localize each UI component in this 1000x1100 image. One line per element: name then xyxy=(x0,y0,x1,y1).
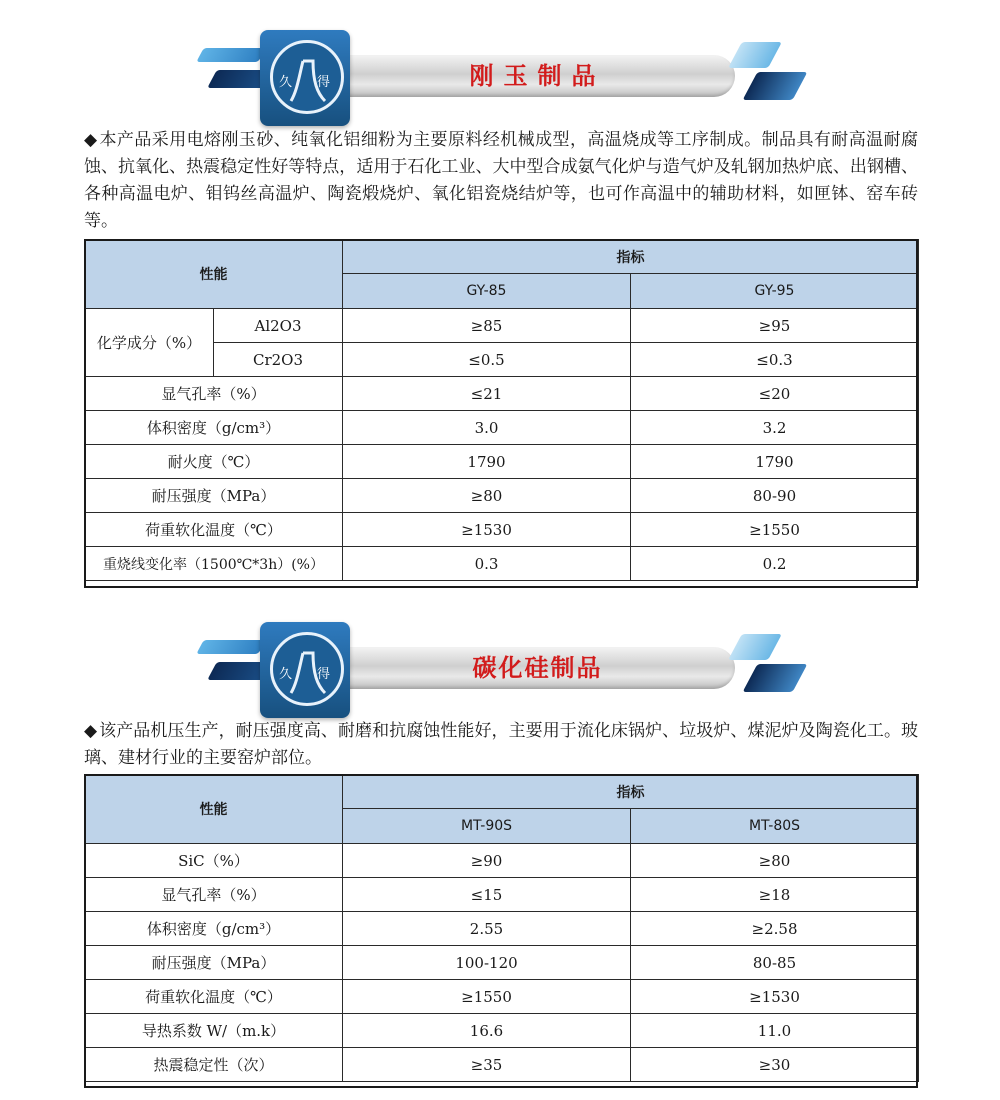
header-index: 指标 xyxy=(343,240,919,274)
cell-value: ≤20 xyxy=(631,377,919,411)
table-header-row xyxy=(85,240,919,274)
row-label-chemistry: 化学成分（%） xyxy=(85,309,214,377)
banner-decoration xyxy=(728,634,782,660)
header-property: 性能 xyxy=(85,775,343,844)
row-label: 荷重软化温度（℃） xyxy=(85,980,343,1014)
cell-value: 100-120 xyxy=(343,946,631,980)
row-sublabel: Al2O3 xyxy=(214,309,343,343)
cell-value: 16.6 xyxy=(343,1014,631,1048)
table-row xyxy=(85,377,919,411)
cell-value: ≤0.5 xyxy=(343,343,631,377)
cell-value: 0.2 xyxy=(631,547,919,581)
row-label: 耐压强度（MPa） xyxy=(85,946,343,980)
header-index: 指标 xyxy=(343,775,919,809)
cell-value: 3.0 xyxy=(343,411,631,445)
cell-value: ≥90 xyxy=(343,844,631,878)
table-row xyxy=(85,479,919,513)
table-row xyxy=(85,547,919,581)
banner-decoration xyxy=(196,48,265,62)
banner-decoration xyxy=(728,42,782,68)
cell-value: ≥85 xyxy=(343,309,631,343)
header-model: MT-90S xyxy=(343,809,631,844)
banner-decoration xyxy=(196,640,265,654)
header-property: 性能 xyxy=(85,240,343,309)
cell-value: 0.3 xyxy=(343,547,631,581)
spec-table-sic xyxy=(84,774,919,1082)
cell-value: 80-85 xyxy=(631,946,919,980)
header-model: MT-80S xyxy=(631,809,919,844)
table-row xyxy=(85,1048,919,1082)
cell-value: 2.55 xyxy=(343,912,631,946)
row-label: 耐火度（℃） xyxy=(85,445,343,479)
logo-text-left: 久 xyxy=(279,75,293,90)
logo-text-right: 得 xyxy=(317,75,331,90)
banner-title-bar xyxy=(340,55,735,97)
cell-value: 1790 xyxy=(631,445,919,479)
cell-value: 11.0 xyxy=(631,1014,919,1048)
header-model: GY-95 xyxy=(631,274,919,309)
banner-title-bar xyxy=(340,647,735,689)
logo-emblem xyxy=(270,40,344,114)
table-row xyxy=(85,980,919,1014)
company-logo xyxy=(260,30,350,126)
table-row xyxy=(85,411,919,445)
table-row xyxy=(85,513,919,547)
cell-value: ≥30 xyxy=(631,1048,919,1082)
cell-value: ≥18 xyxy=(631,878,919,912)
cell-value: ≥80 xyxy=(343,479,631,513)
cell-value: ≥1550 xyxy=(631,513,919,547)
table-row xyxy=(85,309,919,343)
row-sublabel: Cr2O3 xyxy=(214,343,343,377)
table-row xyxy=(85,946,919,980)
bullet-diamond: ◆ xyxy=(84,721,98,741)
header-model: GY-85 xyxy=(343,274,631,309)
banner-decoration xyxy=(743,72,808,100)
row-label: 显气孔率（%） xyxy=(85,878,343,912)
section-banner-corundum xyxy=(190,30,810,130)
intro-text: 该产品机压生产，耐压强度高、耐磨和抗腐蚀性能好，主要用于流化床锅炉、垃圾炉、煤泥炉及陶瓷化工。玻璃、建材行业的主要窑炉部位。 xyxy=(84,721,918,768)
section-title: 碳化硅制品 xyxy=(472,654,603,682)
table-row xyxy=(85,912,919,946)
bullet-diamond: ◆ xyxy=(84,130,98,150)
cell-value: ≥1550 xyxy=(343,980,631,1014)
row-label: 热震稳定性（次） xyxy=(85,1048,343,1082)
logo-emblem xyxy=(270,632,344,706)
section-intro-sic xyxy=(84,718,918,772)
row-label: 荷重软化温度（℃） xyxy=(85,513,343,547)
row-label: 耐压强度（MPa） xyxy=(85,479,343,513)
cell-value: ≥2.58 xyxy=(631,912,919,946)
cell-value: ≥35 xyxy=(343,1048,631,1082)
cell-value: ≥80 xyxy=(631,844,919,878)
cell-value: ≤0.3 xyxy=(631,343,919,377)
section-title: 刚玉制品 xyxy=(469,62,606,90)
intro-text: 本产品采用电熔刚玉砂、纯氧化铝细粉为主要原料经机械成型，高温烧成等工序制成。制品具有耐高温耐腐蚀、抗氧化、热震稳定性好等特点，适用于石化工业、大中型合成氨气化炉与造气炉及轧钢加热炉底、出钢槽、各种高温电炉、钼钨丝高温炉、陶瓷煅烧炉、氧化铝瓷烧结炉等，也可作高温中的辅助材料，如匣钵、窑车砖等。 xyxy=(84,130,918,231)
table-row xyxy=(85,1014,919,1048)
row-label: 导热系数 W/（m.k） xyxy=(85,1014,343,1048)
table-row xyxy=(85,445,919,479)
table-row xyxy=(85,844,919,878)
spec-table-corundum xyxy=(84,239,919,581)
cell-value: ≥1530 xyxy=(631,980,919,1014)
row-label: 体积密度（g/cm³） xyxy=(85,912,343,946)
cell-value: ≤21 xyxy=(343,377,631,411)
row-label: SiC（%） xyxy=(85,844,343,878)
table-row xyxy=(85,878,919,912)
cell-value: ≤15 xyxy=(343,878,631,912)
section-banner-sic xyxy=(190,622,810,722)
logo-text-right: 得 xyxy=(317,667,331,682)
table-header-row xyxy=(85,775,919,809)
row-label: 重烧线变化率（1500℃*3h）(%） xyxy=(85,547,343,581)
section-intro-corundum xyxy=(84,127,918,235)
cell-value: 3.2 xyxy=(631,411,919,445)
row-label: 体积密度（g/cm³） xyxy=(85,411,343,445)
cell-value: 80-90 xyxy=(631,479,919,513)
cell-value: 1790 xyxy=(343,445,631,479)
company-logo xyxy=(260,622,350,718)
cell-value: ≥95 xyxy=(631,309,919,343)
banner-decoration xyxy=(743,664,808,692)
row-label: 显气孔率（%） xyxy=(85,377,343,411)
logo-text-left: 久 xyxy=(279,667,293,682)
cell-value: ≥1530 xyxy=(343,513,631,547)
